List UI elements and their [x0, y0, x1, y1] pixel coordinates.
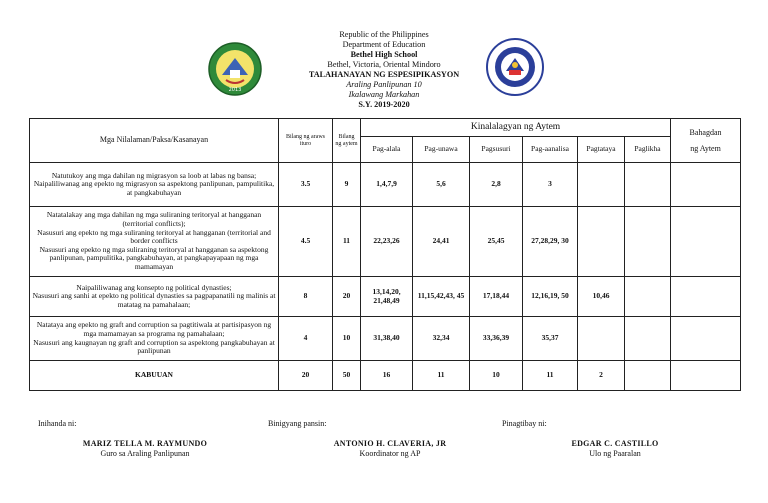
table-row [30, 163, 741, 207]
topic-line: Natutukoy ang mga dahilan ng migrasyon sa loob at labas ng bansa; [51, 170, 257, 180]
level-cell: 33,36,39 [470, 317, 523, 361]
approved-by-label: Pinagtibay ni: [502, 419, 547, 428]
seal-year: 2013 [228, 87, 242, 93]
total-label: KABUUAN [30, 361, 279, 391]
header-days: Bilang ng araws ituro [279, 119, 333, 163]
topic-line: Naipaliliwanag ang konsepto ng political dynasties; [76, 282, 232, 292]
topic-line: Nasusuri ang epekto ng mga suliraning teritoryal at hangganan (territorial and border conflicts [37, 227, 271, 246]
topics-cell [30, 207, 279, 277]
level-cell [625, 277, 671, 317]
header-percentage-line1: Bahagdan [689, 127, 722, 137]
topics-cell [30, 277, 279, 317]
total-level-cell: 16 [361, 361, 413, 391]
level-cell: 27,28,29, 30 [523, 207, 578, 277]
header-level-understand: Pag-unawa [413, 137, 470, 163]
header-placement: Kinalalagyan ng Aytem [361, 119, 671, 137]
header-address: Bethel, Victoria, Oriental Mindoro [327, 60, 441, 69]
level-cell [578, 317, 625, 361]
level-cell: 5,6 [413, 163, 470, 207]
topic-line: Natataya ang epekto ng graft and corruption sa pagtitiwala at partisipasyon ng mga mamamayan sa programa ng pamahalaan; [36, 320, 272, 338]
header-quarter: Ikalawang Markahan [348, 90, 420, 99]
days-cell: 4 [279, 317, 333, 361]
header-level-evaluate: Pagtataya [578, 137, 625, 163]
days-cell: 3.5 [279, 163, 333, 207]
total-level-cell: 10 [470, 361, 523, 391]
school-seal-icon [208, 42, 262, 96]
percentage-cell [671, 163, 741, 207]
topics-cell [30, 317, 279, 361]
header-level-analysis: Pag-aanalisa [523, 137, 578, 163]
total-items: 50 [333, 361, 361, 391]
level-cell: 10,46 [578, 277, 625, 317]
level-cell: 22,23,26 [361, 207, 413, 277]
total-days: 20 [279, 361, 333, 391]
preparer-title: Guro sa Araling Panlipunan [100, 449, 190, 458]
total-row [30, 361, 741, 391]
signatory-principal [530, 439, 700, 459]
principal-name: EDGAR C. CASTILLO [571, 439, 659, 448]
header-school: Bethel High School [350, 50, 418, 59]
level-cell: 24,41 [413, 207, 470, 277]
total-level-cell: 2 [578, 361, 625, 391]
level-cell: 31,38,40 [361, 317, 413, 361]
header-topics: Mga Nilalaman/Paksa/Kasanayan [30, 119, 279, 163]
level-cell: 2,8 [470, 163, 523, 207]
level-cell: 3 [523, 163, 578, 207]
document-title: TALAHANAYAN NG ESPESIPIKASYON [308, 70, 460, 79]
items-cell: 20 [333, 277, 361, 317]
level-cell: 17,18,44 [470, 277, 523, 317]
topic-line: Nasusuri ang kaugnayan ng graft and corruption sa aspektong pangkabuhayan at panlipunan [33, 337, 275, 356]
level-cell [578, 207, 625, 277]
total-percentage [671, 361, 741, 391]
percentage-cell [671, 317, 741, 361]
percentage-cell [671, 277, 741, 317]
header-level-remember: Pag-alala [361, 137, 413, 163]
preparer-name: MARIZ TELLA M. RAYMUNDO [82, 439, 208, 448]
total-level-cell: 11 [523, 361, 578, 391]
header-level-analyze: Pagsusuri [470, 137, 523, 163]
header-level-create: Paglikha [625, 137, 671, 163]
signatory-coordinator [305, 439, 475, 459]
total-level-cell: 11 [413, 361, 470, 391]
prepared-by-label: Inihanda ni: [38, 419, 77, 428]
topic-line: Naipaliliwanag ang epekto ng migrasyon sa aspektong panlipunan, pampulitika, at pangkabuhayan [33, 179, 275, 197]
header-subject: Araling Panlipunan 10 [346, 80, 422, 89]
total-level-cell [625, 361, 671, 391]
level-cell: 12,16,19, 50 [523, 277, 578, 317]
level-cell: 11,15,42,43, 45 [413, 277, 470, 317]
topics-cell [30, 163, 279, 207]
items-cell: 11 [333, 207, 361, 277]
header-percentage-line2: ng Aytem [690, 143, 721, 153]
header-percentage [671, 119, 741, 163]
level-cell [625, 207, 671, 277]
header-school-year: S.Y. 2019-2020 [358, 100, 410, 109]
items-cell: 9 [333, 163, 361, 207]
signatory-preparer [60, 439, 230, 459]
topic-line: Nasusuri ang epekto ng mga suliraning teritoryal at hangganan sa aspektong panlipunan, pampulitika, pangkabuhayan, at pangkapayapaan ng mga mamamayan [39, 244, 269, 271]
level-cell: 25,45 [470, 207, 523, 277]
level-cell [578, 163, 625, 207]
table-row [30, 207, 741, 277]
level-cell: 32,34 [413, 317, 470, 361]
table-row [30, 317, 741, 361]
items-cell: 10 [333, 317, 361, 361]
topic-line: Natatalakay ang mga dahilan ng mga suliraning teritoryal at hangganan (territorial conflicts); [46, 210, 262, 229]
header-country: Republic of the Philippines [339, 30, 429, 39]
level-cell [625, 163, 671, 207]
days-cell: 4.5 [279, 207, 333, 277]
level-cell: 35,37 [523, 317, 578, 361]
specification-table [29, 118, 741, 391]
document-header [270, 30, 498, 110]
coordinator-name: ANTONIO H. CLAVERIA, JR [333, 439, 447, 448]
days-cell: 8 [279, 277, 333, 317]
noted-by-label: Binigyang pansin: [268, 419, 327, 428]
percentage-cell [671, 207, 741, 277]
header-items: Bilang ng aytem [333, 119, 361, 163]
table-row [30, 277, 741, 317]
level-cell [625, 317, 671, 361]
topic-line: Nasusuri ang sanhi at epekto ng political dynasties sa pagpapanatili ng malinis at matatag na pamahalaan; [32, 291, 276, 309]
header-department: Department of Education [342, 40, 426, 49]
coordinator-title: Koordinator ng AP [359, 449, 421, 458]
level-cell: 1,4,7,9 [361, 163, 413, 207]
principal-title: Ulo ng Paaralan [589, 449, 641, 458]
level-cell: 13,14,20, 21,48,49 [361, 277, 413, 317]
